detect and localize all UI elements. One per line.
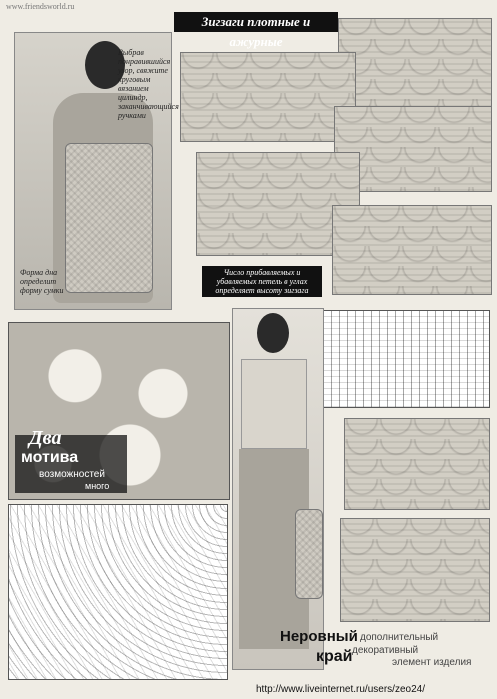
motif-photo xyxy=(8,322,230,500)
bottom-sub-3: элемент изделия xyxy=(392,657,472,668)
swatch-zigzag-5 xyxy=(332,205,492,295)
swatch-zigzag-1 xyxy=(338,18,492,108)
watermark-top: www.friendsworld.ru xyxy=(6,2,75,11)
motif-chart xyxy=(8,504,228,680)
knitted-bag xyxy=(65,143,153,293)
bag-caption-bottom: Форма дна определит форму сумки xyxy=(20,268,64,295)
motif-title-1: Два xyxy=(29,427,62,449)
motif-subtitle-2: много xyxy=(85,481,110,491)
motif-subtitle-1: возможностей xyxy=(39,469,105,480)
zigzag-chart xyxy=(322,310,490,408)
swatch-zigzag-7 xyxy=(340,518,490,622)
swatch-zigzag-2 xyxy=(180,52,356,142)
woman-bag xyxy=(295,509,323,599)
section-title: Зигзаги плотные и ажурные xyxy=(174,12,338,32)
watermark-bottom: http://www.liveinternet.ru/users/zeo24/ xyxy=(256,684,425,695)
motif-title-2: мотива xyxy=(21,449,79,466)
bottom-sub-1: дополнительный xyxy=(360,632,439,643)
zigzag-caption: Число прибавляемых и убавляемых петель в углах определяет высоту зигзага xyxy=(202,266,322,297)
woman-photo xyxy=(232,308,324,670)
bottom-title-2: край xyxy=(316,648,353,665)
bottom-sub-2: декоративный xyxy=(352,645,419,656)
woman-top xyxy=(241,359,307,449)
woman-head xyxy=(257,313,289,353)
bottom-title-1: Неровный xyxy=(280,628,358,645)
swatch-zigzag-6 xyxy=(344,418,490,510)
bag-caption-top: Выбрав понравившийся узор, свяжите круговым вязанием цилиндр, заканчивающийся ручками xyxy=(118,48,179,120)
